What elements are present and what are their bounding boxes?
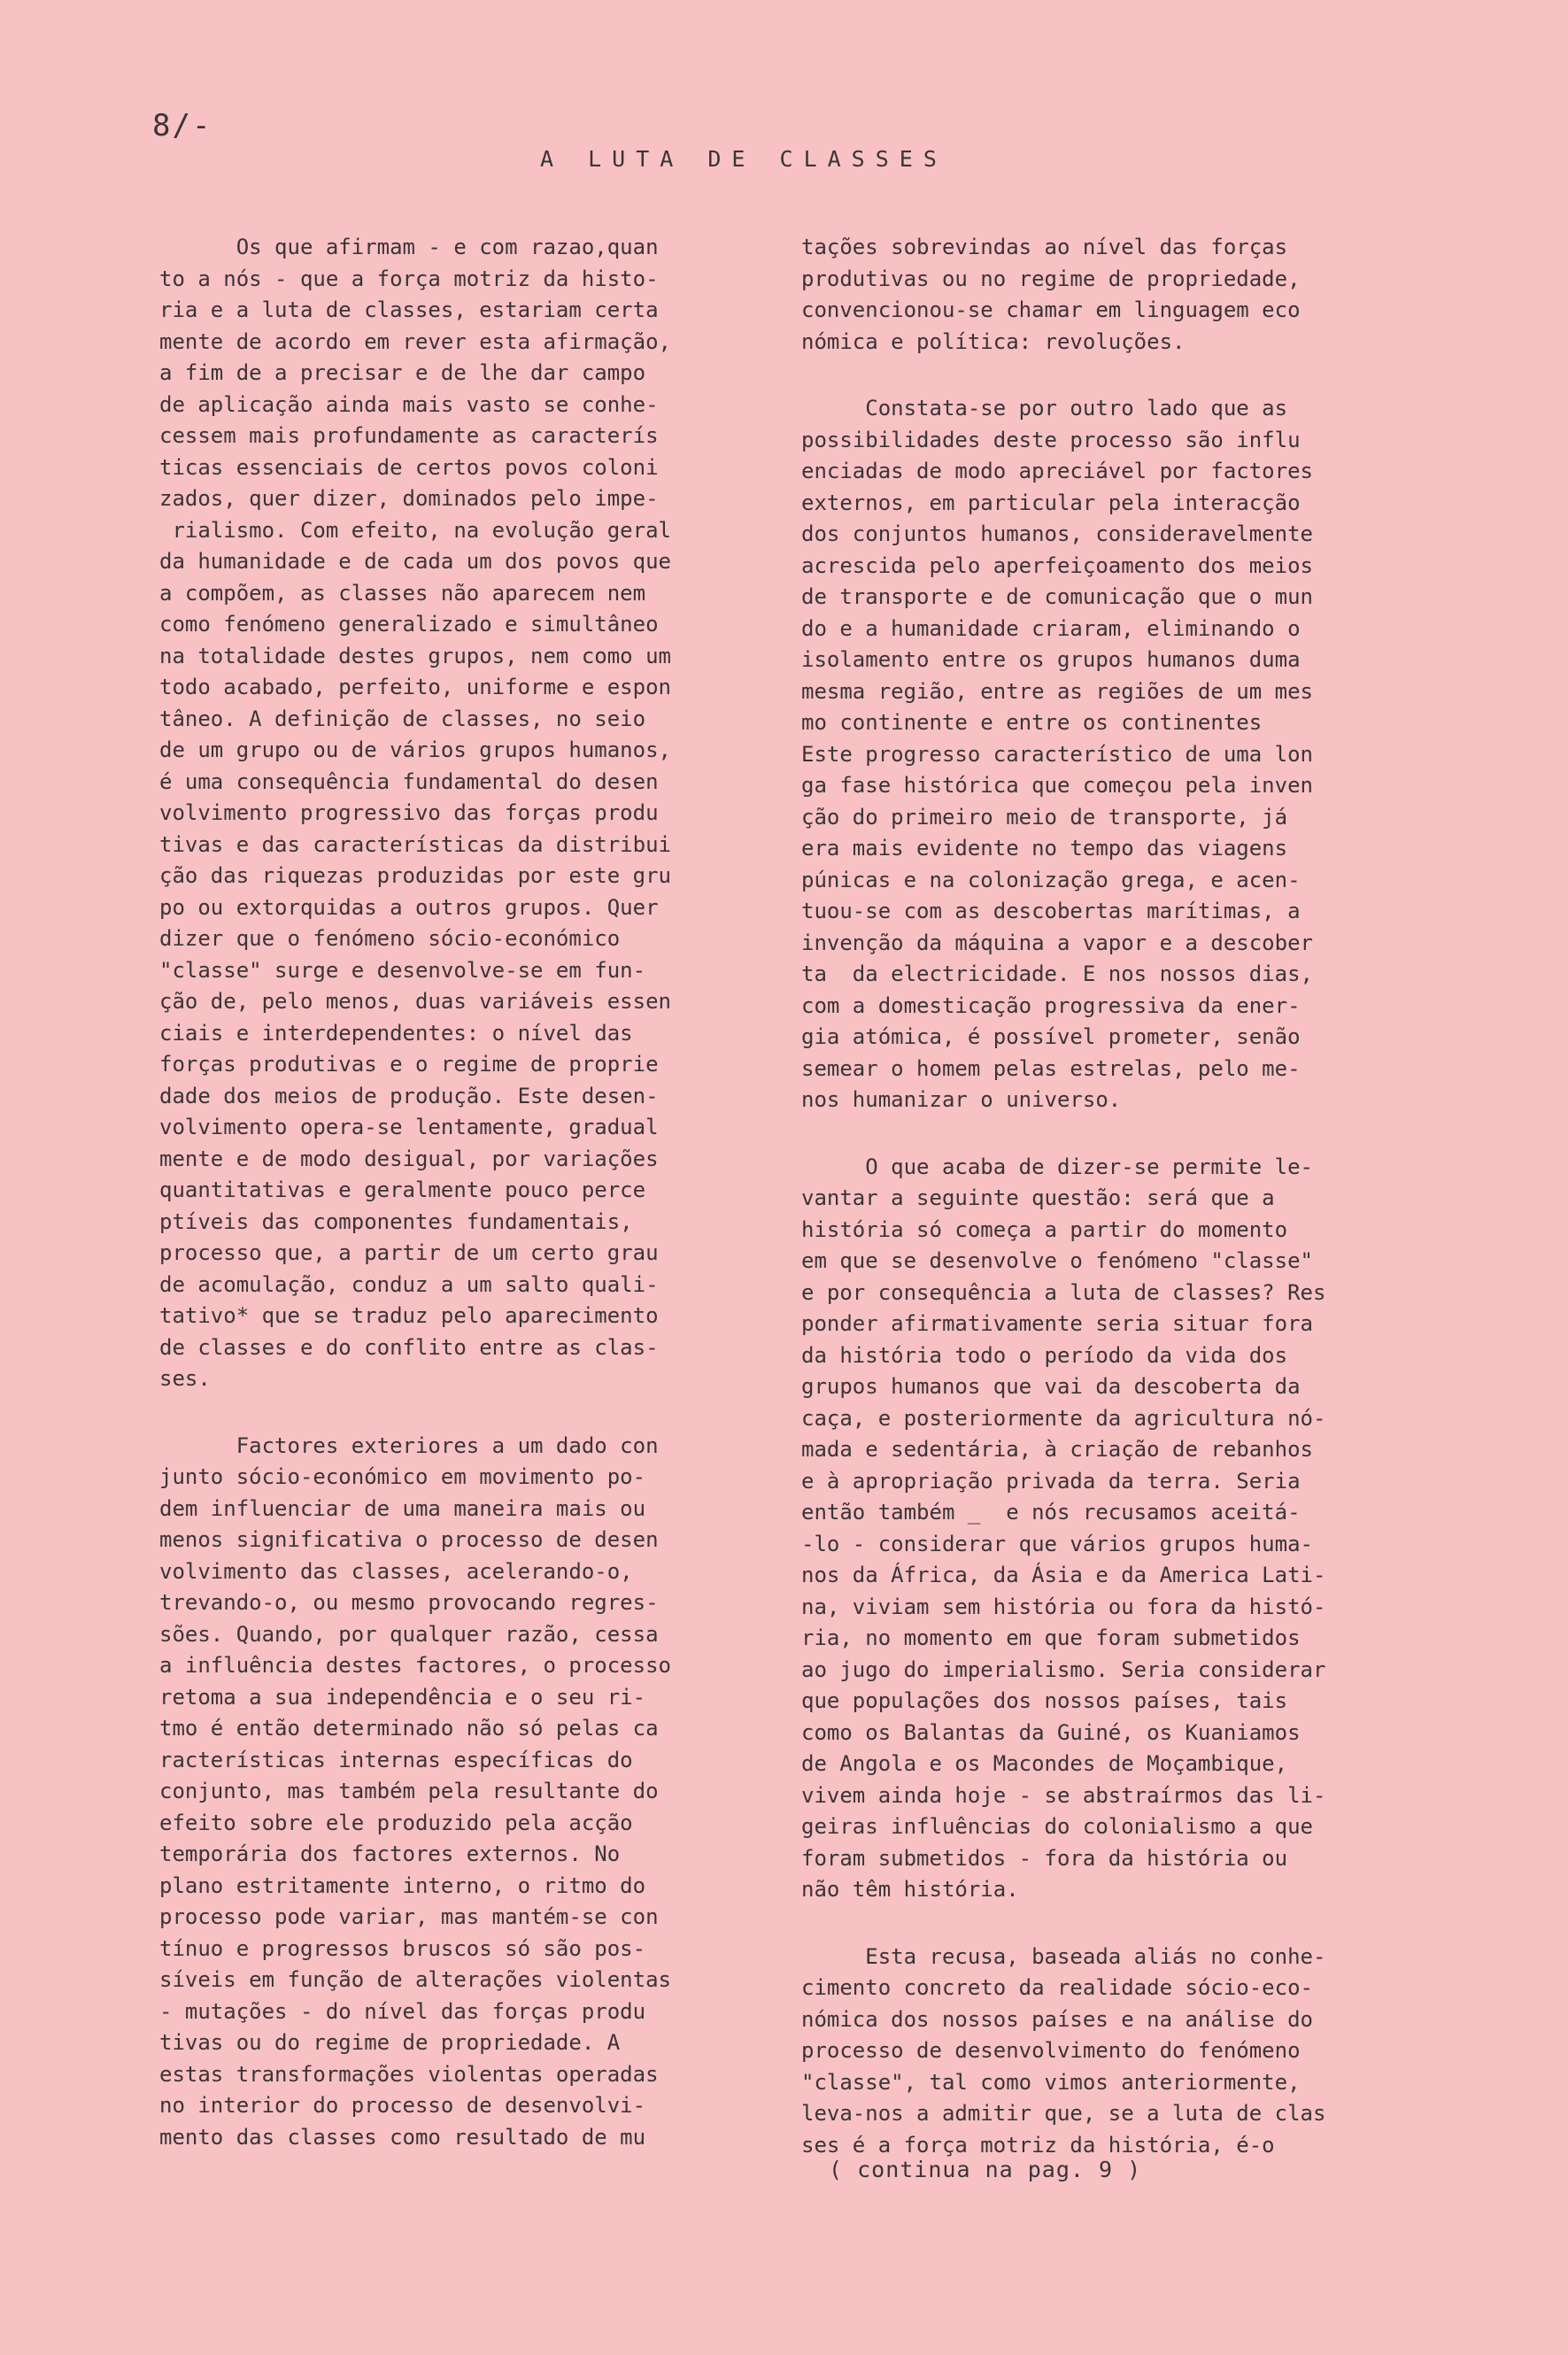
- right-paragraph-3: O que acaba de dizer-se permite le- vantar a seguinte questão: será que a história só começa a partir do momento em que se desenvolve o fenómeno "classe" e por consequência a luta de classes? Res ponder afirmativamente seria situar fora da história todo o período da vida dos grupos humanos que vai da descoberta da caça, e posteriormente da agricultura nó- mada e sedentária, à criação de rebanhos e à apropriação privada da terra. Seria então também _ e nós recusamos aceitá- -lo - considerar que vários grupos huma- nos da África, da Ásia e da America Lati- na, viviam sem história ou fora da histó- ria, no momento em que foram submetidos ao jugo do imperialismo. Seria considerar que populações dos nossos países, tais como os Balantas da Guiné, os Kuaniamos de Angola e os Macondes de Moçambique, vivem ainda hoje - se abstraírmos das li- geiras influências do colonialismo a que foram submetidos - fora da história ou não têm história.: [801, 1154, 1326, 1902]
- left-paragraph-2: Factores exteriores a um dado con junto sócio-económico em movimento po- dem influenciar de uma maneira mais ou menos significativa o processo de desen volvimento das classes, acelerando-o, trevando-o, ou mesmo provocando regres- sões. Quando, por qualquer razão, cessa a influência destes factores, o processo retoma a sua independência e o seu ri- tmo é então determinado não só pelas ca racterísticas internas específicas do conjunto, mas também pela resultante do efeito sobre ele produzido pela acção temporária dos factores externos. No plano estritamente interno, o ritmo do processo pode variar, mas mantém-se con tínuo e progressos bruscos só são pos- síveis em função de alterações violentas - mutações - do nível das forças produ tivas ou do regime de propriedade. A estas transformações violentas operadas no interior do processo de desenvolvi- mento das classes como resultado de mu: [159, 1432, 671, 2150]
- page-title: A LUTA DE CLASSES: [540, 146, 947, 172]
- right-column: [801, 232, 1421, 2161]
- paragraph-gap: [801, 1116, 1421, 1152]
- left-column: [159, 232, 770, 2153]
- page-number: 8/-: [152, 108, 212, 143]
- right-paragraph-2: Constata-se por outro lado que as possibilidades deste processo são influ enciadas de modo apreciável por factores externos, em particular pela interacção dos conjuntos humanos, consideravelmente acrescida pelo aperfeiçoamento dos meios de transporte e de comunicação que o mun do e a humanidade criaram, eliminando o isolamento entre os grupos humanos duma mesma região, entre as regiões de um mes mo continente e entre os continentes Este progresso característico de uma lon ga fase histórica que começou pela inven ção do primeiro meio de transporte, já era mais evidente no tempo das viagens púnicas e na colonização grega, e acen- tuou-se com as descobertas marítimas, a invenção da máquina a vapor e a descober ta da electricidade. E nos nossos dias, com a domesticação progressiva da ener- gia atómica, é possível prometer, senão semear o homem pelas estrelas, pelo me- nos humanizar o universo.: [801, 396, 1313, 1112]
- continue-note: ( continua na pag. 9 ): [829, 2157, 1142, 2182]
- right-paragraph-1: tações sobrevindas ao nível das forças produtivas ou no regime de propriedade, convencionou-se chamar em linguagem eco nómica e política: revoluções.: [801, 235, 1301, 354]
- paragraph-gap: [801, 1906, 1421, 1942]
- right-paragraph-4: Esta recusa, baseada aliás no conhe- cimento concreto da realidade sócio-eco- nómica dos nossos países e na análise do processo de desenvolvimento do fenómeno "classe", tal como vimos anteriormente, leva-nos a admitir que, se a luta de clas ses é a força motriz da história, é-o: [801, 1943, 1326, 2158]
- paragraph-gap: [801, 358, 1421, 393]
- left-paragraph-1: Os que afirmam - e com razao,quan to a nós - que a força motriz da histo- ria e a luta de classes, estariam certa mente de acordo em rever esta afirmação, a fim de a precisar e de lhe dar campo de aplicação ainda mais vasto se conhe- cessem mais profundamente as caracterís ticas essenciais de certos povos coloni zados, quer dizer, dominados pelo impe- rialismo. Com efeito, na evolução geral da humanidade e de cada um dos povos que a compõem, as classes não aparecem nem como fenómeno generalizado e simultâneo na totalidade destes grupos, nem como um todo acabado, perfeito, uniforme e espon tâneo. A definição de classes, no seio de um grupo ou de vários grupos humanos, é uma consequência fundamental do desen volvimento progressivo das forças produ tivas e das características da distribui ção das riquezas produzidas por este gru po ou extorquidas a outros grupos. Quer dizer que o fenómeno sócio-económico "classe" surge e desenvolve-se em fun- ção de, pelo menos, duas variáveis essen ciais e interdependentes: o nível das forças produtivas e o regime de proprie dade dos meios de produção. Este desen- volvimento opera-se lentamente, gradual mente e de modo desigual, por variações quantitativas e geralmente pouco perce ptíveis das componentes fundamentais, processo que, a partir de um certo grau de acomulação, conduz a um salto quali- tativo* que se traduz pelo aparecimento de classes e do conflito entre as clas- ses.: [159, 235, 671, 1391]
- paragraph-gap: [159, 1395, 770, 1431]
